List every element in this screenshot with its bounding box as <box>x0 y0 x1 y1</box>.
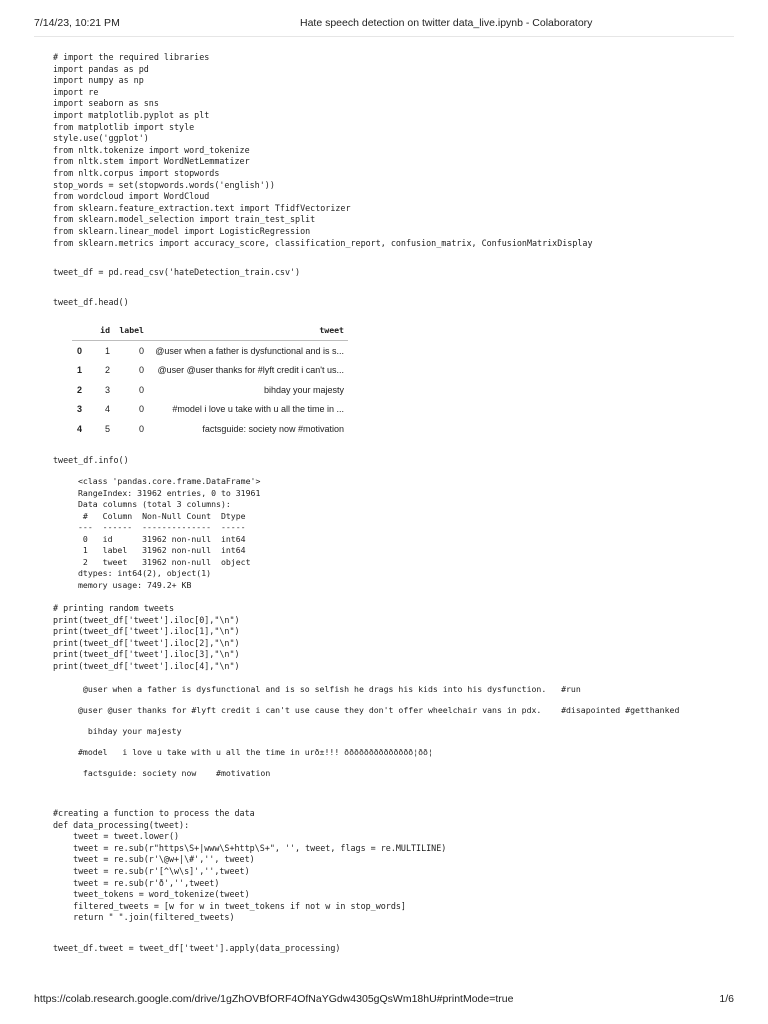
info-output <box>78 476 260 591</box>
cell-tweet: bihday your majesty <box>263 384 344 395</box>
dataframe-head-table <box>72 320 348 439</box>
cell-tweet: factsguide: society now #motivation <box>202 423 344 434</box>
code-line: tweet = tweet.lower() <box>53 831 180 842</box>
print-output-line: bihday your majesty <box>78 726 182 736</box>
code-cell-head[interactable] <box>53 297 129 309</box>
cell-id: 4 <box>104 404 110 415</box>
output-line: dtypes: int64(2), object(1) <box>78 568 212 578</box>
output-line: # Column Non-Null Count Dtype <box>78 510 246 521</box>
output-line: Data columns (total 3 columns): <box>78 499 231 509</box>
cell-id: 5 <box>104 423 110 434</box>
code-line: import matplotlib.pyplot as plt <box>53 109 210 120</box>
code-line: style.use('ggplot') <box>53 133 149 144</box>
code-line: import pandas as pd <box>53 63 149 74</box>
row-index: 2 <box>76 384 82 395</box>
row-index: 0 <box>76 345 82 356</box>
print-output-line: @user when a father is dysfunctional and is so selfish he drags his kids into his dysfunction. #run <box>78 684 581 694</box>
code-line: print(tweet_df['tweet'].iloc[3],"\n") <box>53 649 240 660</box>
code-line: tweet_df.tweet = tweet_df['tweet'].apply(data_processing) <box>53 943 341 953</box>
code-line: return " ".join(filtered_tweets) <box>53 912 235 923</box>
code-cell-read-csv[interactable] <box>53 267 300 279</box>
code-line: import seaborn as sns <box>53 98 159 109</box>
column-header-label: label <box>114 320 148 341</box>
code-line: from wordcloud import WordCloud <box>53 191 210 202</box>
print-datetime: 7/14/23, 10:21 PM <box>34 17 120 29</box>
header-divider <box>34 36 734 37</box>
table-row <box>72 361 348 381</box>
code-line: from nltk.stem import WordNetLemmatizer <box>53 156 250 167</box>
page-url: https://colab.research.google.com/drive/1gZhOVBfORF4OfNaYGdw4305gQsWm18hU#printMode=true <box>34 993 514 1005</box>
code-line: from sklearn.linear_model import LogisticRegression <box>53 225 311 236</box>
code-line: tweet_tokens = word_tokenize(tweet) <box>53 889 250 900</box>
code-line: tweet = re.sub(r'[^\w\s]','',tweet) <box>53 865 250 876</box>
cell-label: 0 <box>138 384 144 395</box>
cell-id: 3 <box>104 384 110 395</box>
code-line: stop_words = set(stopwords.words('english')) <box>53 179 275 190</box>
code-line: tweet = re.sub(r'ð','',tweet) <box>53 877 220 888</box>
code-line: from sklearn.metrics import accuracy_score, classification_report, confusion_matrix, ConfusionMatrixDisplay <box>53 237 593 248</box>
output-line: memory usage: 749.2+ KB <box>78 579 192 590</box>
code-line: import numpy as np <box>53 75 144 86</box>
print-output-line: #model i love u take with u all the time in urð±!!! ðððððððððððððð¦ðð¦ <box>78 747 433 757</box>
table-row <box>72 419 348 439</box>
code-line: print(tweet_df['tweet'].iloc[2],"\n") <box>53 637 240 648</box>
code-line: print(tweet_df['tweet'].iloc[0],"\n") <box>53 614 240 625</box>
code-cell-imports[interactable] <box>53 52 593 249</box>
output-line: RangeIndex: 31962 entries, 0 to 31961 <box>78 487 261 498</box>
output-line: 0 id 31962 non-null int64 <box>78 533 246 544</box>
cell-id: 1 <box>104 345 110 356</box>
page-number: 1/6 <box>719 993 734 1005</box>
code-line: tweet = re.sub(r'\@w+|\#','', tweet) <box>53 854 255 865</box>
table-row <box>72 380 348 400</box>
cell-id: 2 <box>104 365 110 376</box>
output-line: --- ------ -------------- ----- <box>78 522 246 532</box>
code-line: tweet_df.info() <box>53 455 129 465</box>
print-output-line: @user @user thanks for #lyft credit i can't use cause they don't offer wheelchair vans in pdx. #disapointed #getthanked <box>78 705 680 715</box>
code-cell-info[interactable] <box>53 455 129 467</box>
code-cell-print-tweets[interactable] <box>53 603 240 673</box>
notebook-title: Hate speech detection on twitter data_live.ipynb - Colaboratory <box>300 17 593 29</box>
cell-tweet: @user @user thanks for #lyft credit i can't us... <box>157 365 344 376</box>
row-index: 4 <box>76 423 82 434</box>
code-line: tweet_df.head() <box>53 297 129 307</box>
row-index: 1 <box>76 365 82 376</box>
code-line: tweet_df = pd.read_csv('hateDetection_train.csv') <box>53 267 301 277</box>
table-row <box>72 400 348 420</box>
column-header-tweet: tweet <box>148 320 348 341</box>
output-line: 1 label 31962 non-null int64 <box>78 545 246 555</box>
code-line: from nltk.corpus import stopwords <box>53 167 220 178</box>
cell-tweet: #model i love u take with u all the time in ... <box>172 404 344 415</box>
cell-label: 0 <box>138 423 144 434</box>
print-output-line: factsguide: society now #motivation <box>78 768 271 778</box>
table-row <box>72 341 348 361</box>
column-header-id: id <box>92 320 114 341</box>
code-line: # import the required libraries <box>53 52 210 62</box>
output-line: <class 'pandas.core.frame.DataFrame'> <box>78 476 261 486</box>
code-line: import re <box>53 86 99 97</box>
code-line: tweet = re.sub(r"https\S+|www\S+http\S+", '', tweet, flags = re.MULTILINE) <box>53 842 447 853</box>
code-line: filtered_tweets = [w for w in tweet_tokens if not w in stop_words] <box>53 900 406 911</box>
cell-label: 0 <box>138 345 144 356</box>
cell-label: 0 <box>138 404 144 415</box>
code-line: #creating a function to process the data <box>53 808 255 818</box>
code-line: print(tweet_df['tweet'].iloc[1],"\n") <box>53 626 240 637</box>
code-line: from sklearn.model_selection import train_test_split <box>53 214 316 225</box>
code-line: from matplotlib import style <box>53 121 195 132</box>
code-cell-data-processing[interactable] <box>53 808 446 924</box>
row-index: 3 <box>76 404 82 415</box>
output-line: 2 tweet 31962 non-null object <box>78 556 251 567</box>
code-line: # printing random tweets <box>53 603 175 613</box>
code-line: print(tweet_df['tweet'].iloc[4],"\n") <box>53 660 240 671</box>
code-line: from nltk.tokenize import word_tokenize <box>53 144 250 155</box>
column-header-index <box>72 320 92 341</box>
cell-label: 0 <box>138 365 144 376</box>
code-line: def data_processing(tweet): <box>53 819 190 830</box>
cell-tweet: @user when a father is dysfunctional and is s... <box>155 345 344 356</box>
table-header-row <box>72 320 348 341</box>
code-line: from sklearn.feature_extraction.text import TfidfVectorizer <box>53 202 351 213</box>
code-cell-apply[interactable] <box>53 943 340 955</box>
